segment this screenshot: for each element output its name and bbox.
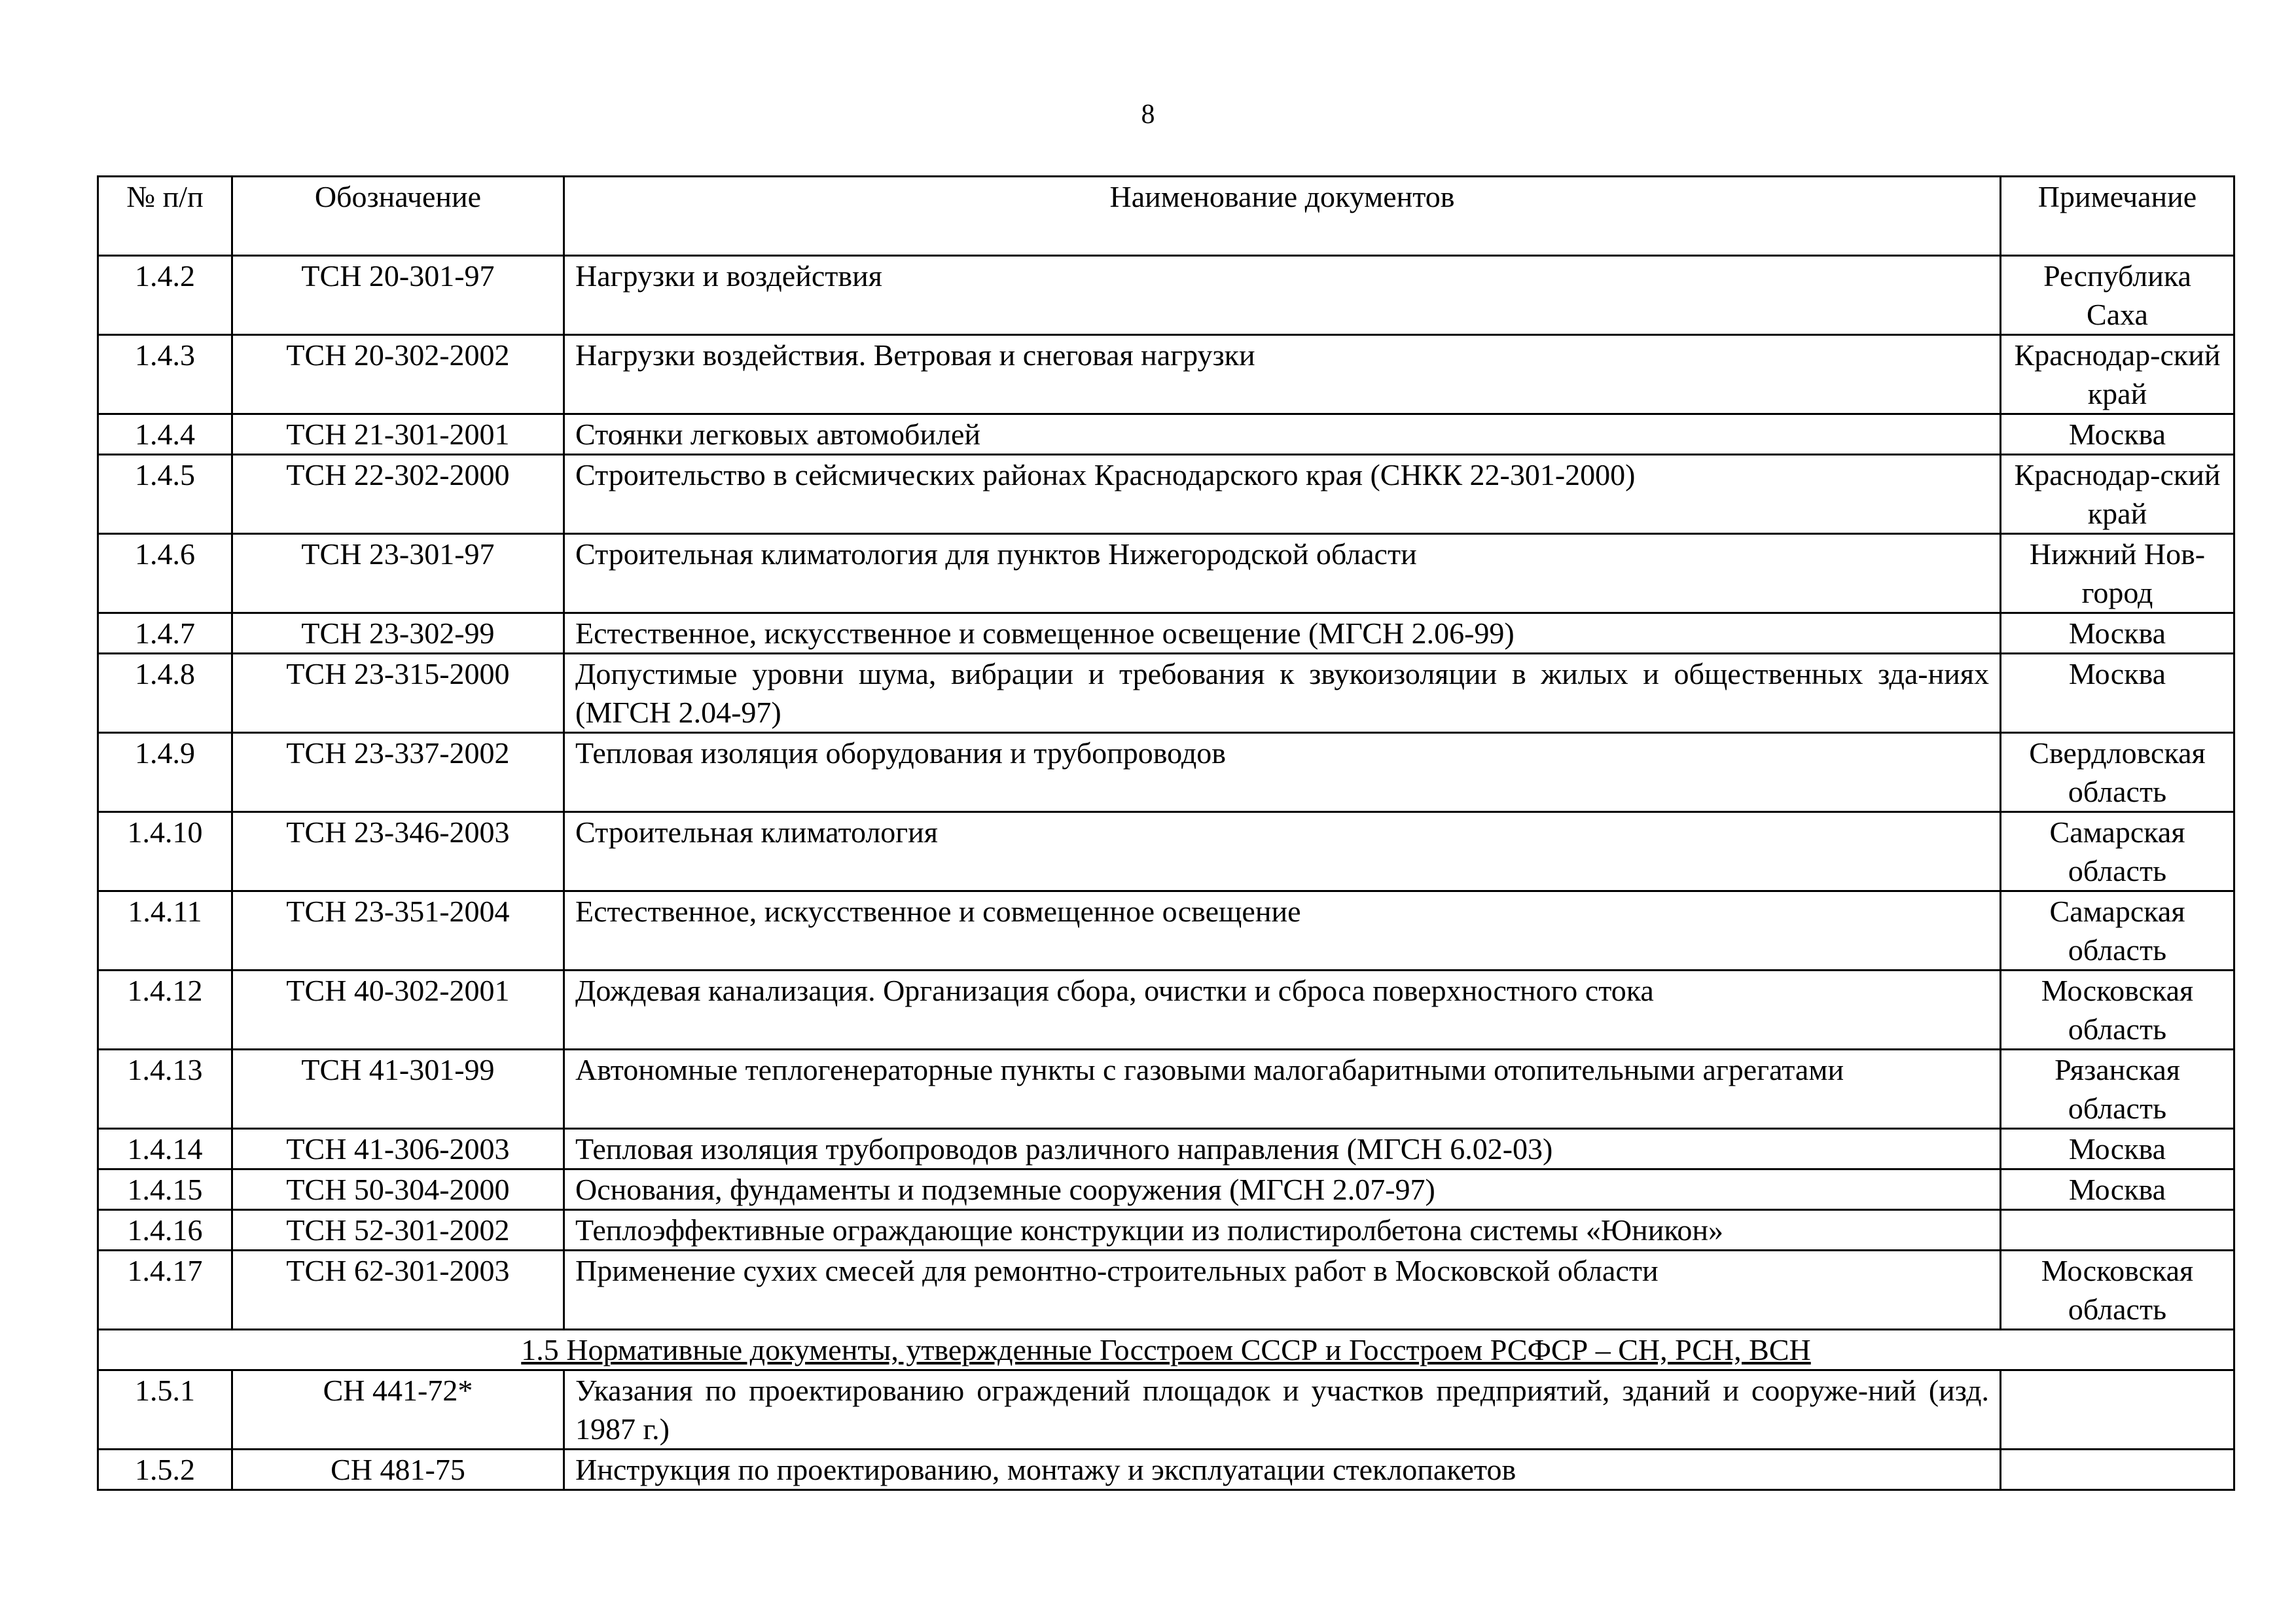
row-number: 1.4.7 <box>98 613 232 654</box>
table-row <box>98 256 2234 335</box>
row-note: Москва <box>2001 654 2234 733</box>
row-designation: ТСН 21-301-2001 <box>232 414 564 455</box>
row-number: 1.4.2 <box>98 256 232 335</box>
table-header-row <box>98 177 2234 256</box>
row-note: Москва <box>2001 1129 2234 1169</box>
documents-table <box>97 175 2235 1491</box>
row-designation: ТСН 50-304-2000 <box>232 1169 564 1210</box>
row-note: Рязанская область <box>2001 1050 2234 1129</box>
row-note: Самарская область <box>2001 891 2234 971</box>
row-number: 1.4.16 <box>98 1210 232 1251</box>
table-row <box>98 414 2234 455</box>
row-number: 1.4.11 <box>98 891 232 971</box>
table-row <box>98 613 2234 654</box>
table-row <box>98 1251 2234 1330</box>
row-number: 1.4.4 <box>98 414 232 455</box>
row-number: 1.4.6 <box>98 534 232 613</box>
row-document-name: Автономные теплогенераторные пункты с газовыми малогабаритными отопительными агрегатами <box>564 1050 2001 1129</box>
table-row <box>98 1129 2234 1169</box>
row-document-name: Строительство в сейсмических районах Краснодарского края (СНКК 22-301-2000) <box>564 455 2001 534</box>
row-document-name: Стоянки легковых автомобилей <box>564 414 2001 455</box>
table-row <box>98 971 2234 1050</box>
row-document-name: Строительная климатология <box>564 812 2001 891</box>
table-row <box>98 335 2234 414</box>
header-document-name: Наименование документов <box>564 177 2001 256</box>
row-number: 1.5.1 <box>98 1370 232 1450</box>
header-designation: Обозначение <box>232 177 564 256</box>
row-document-name: Естественное, искусственное и совмещенное освещение (МГСН 2.06-99) <box>564 613 2001 654</box>
table-row <box>98 654 2234 733</box>
table-row <box>98 534 2234 613</box>
row-number: 1.5.2 <box>98 1450 232 1490</box>
row-designation: ТСН 62-301-2003 <box>232 1251 564 1330</box>
row-note <box>2001 1450 2234 1490</box>
row-document-name: Теплоэффективные ограждающие конструкции из полистиролбетона системы «Юникон» <box>564 1210 2001 1251</box>
row-note <box>2001 1370 2234 1450</box>
row-note: Московская область <box>2001 971 2234 1050</box>
row-document-name: Тепловая изоляция трубопроводов различного направления (МГСН 6.02-03) <box>564 1129 2001 1169</box>
row-note: Краснодар-ский край <box>2001 335 2234 414</box>
table-row <box>98 733 2234 812</box>
row-designation: СН 441-72* <box>232 1370 564 1450</box>
row-note <box>2001 1210 2234 1251</box>
row-number: 1.4.3 <box>98 335 232 414</box>
row-note: Краснодар-ский край <box>2001 455 2234 534</box>
row-designation: ТСН 52-301-2002 <box>232 1210 564 1251</box>
row-document-name: Естественное, искусственное и совмещенное освещение <box>564 891 2001 971</box>
row-note: Москва <box>2001 414 2234 455</box>
row-designation: ТСН 23-337-2002 <box>232 733 564 812</box>
row-number: 1.4.17 <box>98 1251 232 1330</box>
row-note: Московская область <box>2001 1251 2234 1330</box>
row-number: 1.4.12 <box>98 971 232 1050</box>
table-row <box>98 891 2234 971</box>
row-document-name: Указания по проектированию ограждений площадок и участков предприятий, зданий и сооруже-ний (изд. 1987 г.) <box>564 1370 2001 1450</box>
row-number: 1.4.9 <box>98 733 232 812</box>
row-note: Республика Саха <box>2001 256 2234 335</box>
row-designation: СН 481-75 <box>232 1450 564 1490</box>
table-row <box>98 1050 2234 1129</box>
row-note: Свердловская область <box>2001 733 2234 812</box>
row-note: Самарская область <box>2001 812 2234 891</box>
table-row <box>98 1450 2234 1490</box>
header-note: Примечание <box>2001 177 2234 256</box>
header-number: № п/п <box>98 177 232 256</box>
row-designation: ТСН 20-301-97 <box>232 256 564 335</box>
row-document-name: Нагрузки воздействия. Ветровая и снеговая нагрузки <box>564 335 2001 414</box>
row-document-name: Применение сухих смесей для ремонтно-строительных работ в Московской области <box>564 1251 2001 1330</box>
row-designation: ТСН 40-302-2001 <box>232 971 564 1050</box>
row-document-name: Допустимые уровни шума, вибрации и требования к звукоизоляции в жилых и общественных зда-ниях (МГСН 2.04-97) <box>564 654 2001 733</box>
row-number: 1.4.13 <box>98 1050 232 1129</box>
table-row <box>98 1169 2234 1210</box>
row-designation: ТСН 23-351-2004 <box>232 891 564 971</box>
row-document-name: Тепловая изоляция оборудования и трубопроводов <box>564 733 2001 812</box>
row-document-name: Нагрузки и воздействия <box>564 256 2001 335</box>
row-designation: ТСН 20-302-2002 <box>232 335 564 414</box>
row-note: Нижний Нов-город <box>2001 534 2234 613</box>
row-document-name: Основания, фундаменты и подземные сооружения (МГСН 2.07-97) <box>564 1169 2001 1210</box>
row-number: 1.4.5 <box>98 455 232 534</box>
row-note: Москва <box>2001 1169 2234 1210</box>
section-heading: 1.5 Нормативные документы, утвержденные Госстроем СССР и Госстроем РСФСР – СН, РСН, ВСН <box>98 1330 2234 1370</box>
row-designation: ТСН 22-302-2000 <box>232 455 564 534</box>
page-number: 8 <box>1141 99 1155 130</box>
row-designation: ТСН 23-301-97 <box>232 534 564 613</box>
row-designation: ТСН 41-301-99 <box>232 1050 564 1129</box>
row-document-name: Строительная климатология для пунктов Нижегородской области <box>564 534 2001 613</box>
row-document-name: Дождевая канализация. Организация сбора, очистки и сброса поверхностного стока <box>564 971 2001 1050</box>
row-designation: ТСН 23-315-2000 <box>232 654 564 733</box>
row-designation: ТСН 41-306-2003 <box>232 1129 564 1169</box>
row-number: 1.4.10 <box>98 812 232 891</box>
row-designation: ТСН 23-302-99 <box>232 613 564 654</box>
table-row <box>98 812 2234 891</box>
table-row <box>98 1210 2234 1251</box>
section-heading-row <box>98 1330 2234 1370</box>
row-number: 1.4.8 <box>98 654 232 733</box>
row-number: 1.4.15 <box>98 1169 232 1210</box>
row-document-name: Инструкция по проектированию, монтажу и эксплуатации стеклопакетов <box>564 1450 2001 1490</box>
row-designation: ТСН 23-346-2003 <box>232 812 564 891</box>
table-row <box>98 1370 2234 1450</box>
table-row <box>98 455 2234 534</box>
row-number: 1.4.14 <box>98 1129 232 1169</box>
row-note: Москва <box>2001 613 2234 654</box>
